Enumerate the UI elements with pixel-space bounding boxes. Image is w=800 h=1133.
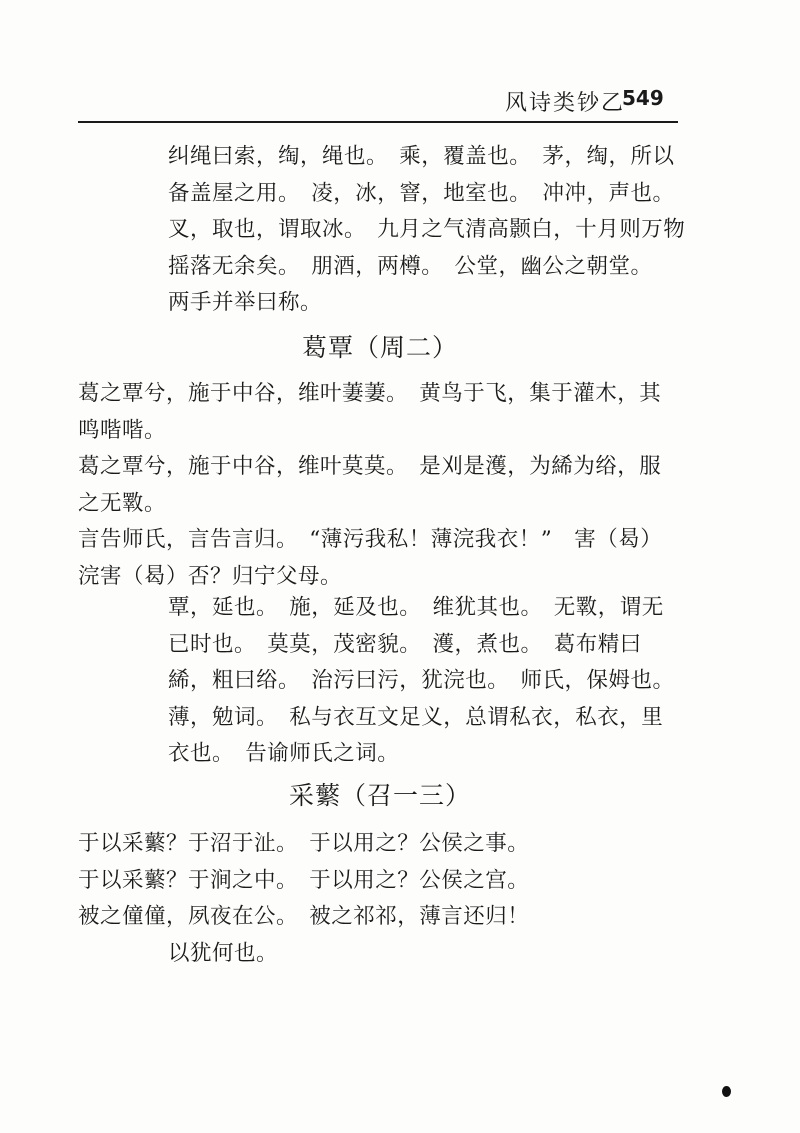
gloss-line: 纠绳曰索，绹，绳也。 乘，覆盖也。 茅，绹，所以 (168, 144, 675, 169)
poem-title-getan: 葛覃（周二） (301, 333, 458, 362)
stanza: 葛之覃兮，施于中谷，维叶萋萋。 黄鸟于飞，集于灌木，其鸣喈喈。 (78, 381, 662, 443)
poem-stanzas-getan (78, 376, 676, 595)
ink-dot (722, 1086, 731, 1097)
stanza: 言告师氏，言告言归。 “薄污我私！薄浣我衣！” 害（曷）浣害（曷）否？归宁父母。 (78, 527, 663, 589)
poem-lines-caifan (78, 826, 676, 972)
gloss-line: 衣也。 告谕师氏之词。 (168, 741, 400, 766)
gloss-line: 摇落无余矣。 朋酒，两樽。 公堂，幽公之朝堂。 (168, 253, 653, 279)
poem-line: 被之僮僮，夙夜在公。 被之祁祁，薄言还归！ (78, 904, 530, 929)
page-header (0, 86, 800, 116)
poem-title-caifan: 采蘩（召一三） (288, 781, 471, 810)
gloss-block-1 (168, 139, 686, 322)
gloss-line (78, 936, 676, 973)
stanza: 葛之覃兮，施于中谷，维叶莫莫。 是刈是濩，为絺为绤，服之无斁。 (78, 454, 662, 516)
gloss-note: 以犹何也。 (168, 940, 279, 966)
gloss-line: 薄，勉词。 私与衣互文足义，总谓私衣，私衣，里 (168, 704, 664, 730)
page-number: 549 (622, 86, 664, 110)
gloss-line: 备盖屋之用。 凌，冰，窨，地室也。 冲冲，声也。 (168, 180, 675, 206)
gloss-line: 絺，粗曰绤。 治污曰污，犹浣也。 师氏，保姆也。 (168, 668, 675, 693)
header-rule (78, 121, 678, 123)
gloss-block-2 (168, 590, 683, 773)
gloss-line: 两手并举曰称。 (168, 290, 323, 315)
running-title: 风诗类钞乙 (505, 91, 626, 116)
poem-line: 于以采蘩？于沼于沚。 于以用之？公侯之事。 (78, 831, 530, 856)
poem-line: 于以采蘩？于涧之中。 于以用之？公侯之宫。 (78, 867, 530, 893)
gloss-line: 覃，延也。 施，延及也。 维犹其也。 无斁，谓无 (168, 595, 664, 620)
gloss-line: 叉，取也，谓取冰。 九月之气清高颢白，十月则万物 (168, 217, 686, 242)
gloss-line: 已时也。 莫莫，茂密貌。 濩，煮也。 葛布精曰 (168, 631, 642, 657)
